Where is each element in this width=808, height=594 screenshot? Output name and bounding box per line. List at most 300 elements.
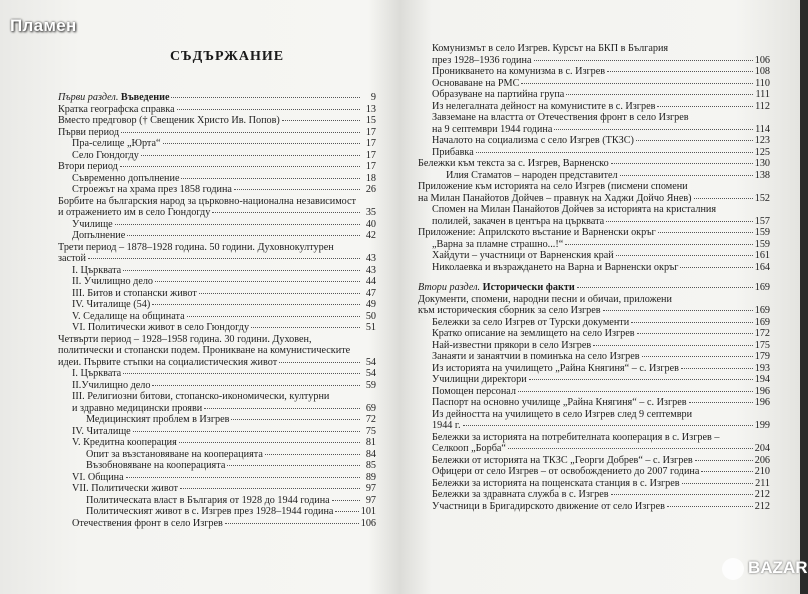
toc-entry-title: Участници в Бригадирското движение от село Изгрев — [432, 500, 665, 512]
toc-entry-title: Бележки от историята на ТКЗС „Георги Добрев“ – с. Изгрев — [432, 454, 693, 466]
toc-page-number: 35 — [365, 207, 376, 218]
dot-leader — [127, 235, 360, 236]
toc-entry[interactable] — [58, 403, 376, 415]
dot-leader — [163, 143, 360, 144]
dot-leader — [642, 356, 753, 357]
toc-page-number: 50 — [365, 310, 376, 322]
dot-leader — [199, 293, 360, 294]
toc-page-number: 72 — [365, 414, 376, 425]
toc-page-number: 193 — [754, 362, 770, 374]
toc-page-number: 110 — [755, 77, 770, 89]
toc-page-number: 85 — [365, 460, 376, 471]
toc-entry-title: Основаване на РМС — [432, 77, 520, 89]
dot-leader — [554, 129, 753, 130]
dot-leader — [234, 189, 360, 190]
toc-entry[interactable] — [418, 124, 770, 136]
toc-entry[interactable] — [418, 43, 770, 55]
toc-entry[interactable] — [418, 420, 770, 432]
toc-entry[interactable] — [58, 115, 376, 127]
toc-entry[interactable] — [418, 89, 770, 101]
part-prefix: Първи раздел. — [58, 92, 119, 103]
toc-entry-title: Училищни директори — [432, 374, 527, 385]
toc-page-number: 89 — [365, 471, 376, 483]
toc-entry-title: VI. Политически живот в село Гюндогду — [72, 322, 250, 333]
toc-entry[interactable] — [58, 207, 376, 219]
dot-leader — [251, 327, 360, 328]
toc-entry-title: Прибавка — [432, 146, 474, 158]
toc-entry[interactable] — [418, 351, 770, 363]
toc-entry[interactable] — [418, 170, 770, 182]
dot-leader — [123, 270, 360, 271]
toc-entry-title: Бележки за здравната служба в с. Изгрев — [432, 489, 609, 500]
toc-entry[interactable] — [418, 409, 770, 421]
toc-entry-title: IV. Читалище — [72, 425, 131, 437]
toc-entry-title: Медицинският проблем в Изгрев — [86, 414, 230, 425]
toc-entry-title: I. Църквата — [72, 368, 122, 379]
dot-leader — [631, 322, 753, 323]
toc-page-number: 130 — [754, 158, 770, 169]
toc-entry-title: IV. Читалище (54) — [72, 299, 151, 310]
toc-entry[interactable] — [418, 101, 770, 113]
toc-page-number: 114 — [755, 123, 770, 135]
toc-page-number: 123 — [754, 135, 770, 146]
dot-leader — [463, 425, 753, 426]
toc-entry-title: Селкооп „Борба“ — [432, 443, 506, 454]
toc-entry[interactable] — [418, 305, 770, 317]
toc-entry[interactable] — [58, 391, 376, 403]
toc-entry-title: „Варна за пламне страшно...!“ — [432, 238, 564, 250]
toc-entry-title — [58, 92, 169, 104]
toc-page-number: 97 — [365, 494, 376, 506]
toc-entry-title: Село Гюндогду — [72, 149, 139, 161]
dot-leader — [332, 500, 360, 501]
toc-page-number: 152 — [754, 192, 770, 204]
toc-page-number: 106 — [360, 517, 376, 529]
toc-entry-title: Из историята на училището „Райна Княгиня“ – с. Изгрев — [432, 362, 679, 374]
part-heading: Въведение — [120, 92, 170, 103]
toc-entry-title: Занаяти и занаятчии в поминъка на село Изгрев — [432, 351, 640, 362]
toc-entry-title: Съвременно допълнение — [72, 172, 180, 184]
part-heading: Исторически факти — [482, 282, 575, 293]
toc-page-number: 43 — [365, 253, 376, 264]
toc-entry[interactable] — [58, 242, 376, 254]
toc-entry-title: VII. Политически живот — [72, 483, 179, 494]
toc-entry-title: Първи период — [58, 126, 120, 138]
dot-leader — [611, 163, 753, 164]
toc-entry[interactable] — [418, 501, 770, 513]
toc-entry-title: Вместо предговор († Свещеник Христо Ив. Попов) — [58, 115, 280, 126]
toc-page-number: 157 — [754, 215, 770, 227]
dot-leader — [616, 255, 753, 256]
dot-leader — [476, 152, 753, 153]
toc-entry[interactable] — [58, 104, 376, 116]
watermark-logo: Пламен — [10, 16, 77, 35]
toc-entry[interactable] — [58, 380, 376, 392]
dot-leader — [133, 431, 360, 432]
toc-entry-title: Кратко описание на землището на село Изгрев — [432, 328, 635, 339]
toc-entry-title: Приложение: Априлското въстание и Варненски окръг — [418, 227, 656, 238]
toc-entry-title: политически и стопански подем. Проникване на комунистическите — [58, 345, 351, 356]
dot-leader — [231, 419, 360, 420]
toc-entry-title: Строежът на храма през 1858 година — [72, 184, 232, 195]
dot-leader — [565, 244, 752, 245]
toc-entry-title: 1944 г. — [432, 420, 461, 431]
toc-page-number: 172 — [754, 328, 770, 339]
toc-entry-title: Опит за възстановяване на кооперацията — [86, 448, 263, 460]
toc-entry[interactable] — [418, 374, 770, 386]
toc-page-number: 179 — [754, 351, 770, 362]
toc-entry-title: Втори период — [58, 161, 118, 172]
toc-entry[interactable] — [58, 437, 376, 449]
toc-entry[interactable] — [58, 506, 376, 518]
dot-leader — [180, 488, 360, 489]
toc-entry[interactable] — [58, 518, 376, 530]
dot-leader — [282, 120, 360, 121]
toc-entry-title: Трети период – 1878–1928 година. 50 години. Духовнокултурен — [58, 241, 334, 253]
dot-leader — [667, 506, 753, 507]
toc-entry-title: Документи, спомени, народни песни и обичаи, приложени — [418, 293, 672, 305]
toc-page-number: 212 — [754, 489, 770, 500]
toc-page-number: 44 — [365, 276, 376, 287]
toc-page-number: 17 — [365, 138, 376, 149]
toc-entry[interactable] — [418, 250, 770, 262]
toc-entry[interactable] — [58, 196, 376, 208]
toc-entry-title: II. Училищно дело — [72, 276, 154, 287]
dot-leader — [521, 83, 753, 84]
dot-leader — [658, 232, 753, 233]
toc-entry-title: застой — [58, 253, 86, 264]
page-title: СЪДЪРЖАНИЕ — [170, 49, 285, 64]
toc-entry[interactable] — [58, 288, 376, 300]
toc-entry[interactable] — [58, 460, 376, 472]
dot-leader — [120, 166, 360, 167]
dot-leader — [606, 221, 753, 222]
toc-entry-title: Илия Стаматов – народен представител — [446, 169, 618, 181]
dot-leader — [123, 373, 360, 374]
toc-page-number: 108 — [754, 66, 770, 77]
toc-page-number: 69 — [365, 402, 376, 414]
toc-page-number: 17 — [365, 161, 376, 172]
dot-leader — [701, 471, 752, 472]
dot-leader — [141, 155, 360, 156]
toc-page-number: 211 — [755, 477, 770, 489]
toc-entry-title: Възобновяване на кооперацията — [86, 460, 226, 471]
toc-entry[interactable] — [418, 204, 770, 216]
toc-entry-title: и здравно медицински прояви — [72, 402, 203, 414]
toc-page-number: 54 — [365, 368, 376, 379]
dot-leader — [187, 316, 360, 317]
toc-entry[interactable] — [418, 158, 770, 170]
toc-entry[interactable] — [58, 449, 376, 461]
toc-entry-title: Хайдути – участници от Варненския край — [432, 250, 614, 261]
toc-page-number: 159 — [754, 227, 770, 238]
toc-left-page — [58, 92, 376, 529]
toc-entry-title: полилей, закачен в центъра на църквата — [432, 215, 605, 227]
dot-leader — [227, 465, 360, 466]
dot-leader — [152, 385, 360, 386]
toc-page-number: 13 — [365, 103, 376, 115]
dot-leader — [179, 442, 360, 443]
toc-entry-title: Комунизмът в село Изгрев. Курсът на БКП в България — [432, 43, 669, 54]
toc-entry[interactable] — [58, 276, 376, 288]
toc-page-number: 194 — [754, 374, 770, 385]
toc-page-number: 161 — [754, 250, 770, 261]
toc-entry-title: Из нелегалната дейност на комунистите в с. Изгрев — [432, 100, 656, 112]
toc-page-number: 47 — [365, 287, 376, 299]
toc-entry-title: Приложение към историята на село Изгрев (писмени спомени — [418, 181, 688, 192]
toc-entry[interactable] — [418, 55, 770, 67]
toc-entry[interactable] — [58, 311, 376, 323]
toc-entry[interactable] — [418, 340, 770, 352]
toc-entry-title: Отечествения фронт в село Изгрев — [72, 517, 223, 529]
toc-entry-title: Спомен на Милан Панайотов Дойчев за историята на кристалния — [432, 204, 717, 215]
toc-entry[interactable] — [58, 357, 376, 369]
toc-entry[interactable] — [58, 322, 376, 334]
toc-entry-title: Най-известни прякори в село Изгрев — [432, 339, 592, 351]
toc-entry-title: Четвърти период – 1928–1958 година. 30 години. Духовен, — [58, 333, 312, 345]
toc-page-number: 26 — [365, 184, 376, 195]
toc-entry[interactable] — [58, 299, 376, 311]
toc-entry-title: Началото на социализма с село Изгрев (ТКЗС) — [432, 135, 634, 146]
toc-entry[interactable] — [418, 147, 770, 159]
bazar-logo-icon — [722, 558, 744, 580]
toc-page-number: 17 — [365, 126, 376, 138]
toc-entry-title: през 1928–1936 година — [432, 54, 532, 66]
toc-entry-title: Бележки за историята на пощенската станция в с. Изгрев — [432, 477, 680, 489]
toc-entry[interactable] — [418, 432, 770, 444]
toc-page-number: 125 — [754, 146, 770, 158]
dot-leader — [695, 460, 753, 461]
toc-entry-title: идеи. Първите стъпки на социалистическия живот — [58, 356, 278, 368]
toc-page-number: 81 — [365, 437, 376, 448]
toc-entry[interactable] — [418, 455, 770, 467]
toc-entry[interactable] — [418, 112, 770, 124]
toc-entry-title: III. Религиозни битови, стопанско-икономически, културни — [72, 391, 330, 402]
dot-leader — [637, 333, 753, 334]
toc-gap — [418, 273, 770, 282]
toc-entry-title: Кратка географска справка — [58, 103, 175, 115]
part-prefix: Втори раздел. — [418, 282, 481, 293]
toc-entry[interactable] — [58, 426, 376, 438]
toc-entry-title: Пра-селище „Юрта“ — [72, 138, 161, 149]
toc-page-number: 40 — [365, 218, 376, 230]
dot-leader — [636, 140, 753, 141]
toc-page-number: 17 — [365, 149, 376, 161]
toc-right-page — [418, 43, 770, 512]
toc-entry[interactable] — [418, 239, 770, 251]
dot-leader — [88, 258, 360, 259]
dot-leader — [657, 106, 753, 107]
dot-leader — [152, 304, 360, 305]
toc-entry[interactable] — [58, 230, 376, 242]
dot-leader — [681, 368, 753, 369]
toc-page-number: 43 — [365, 264, 376, 276]
toc-page-number: 159 — [754, 238, 770, 250]
dot-leader — [620, 175, 753, 176]
dot-leader — [335, 511, 358, 512]
toc-entry[interactable] — [58, 253, 376, 265]
toc-entry-title: VI. Община — [72, 471, 124, 483]
toc-entry-title: V. Кредитна кооперация — [72, 437, 177, 448]
toc-entry-title: Бележки за село Изгрев от Турски документи — [432, 316, 630, 328]
toc-page-number: 164 — [754, 261, 770, 273]
toc-entry[interactable] — [58, 472, 376, 484]
toc-entry-title: Политическата власт в България от 1928 до 1944 година — [86, 494, 330, 506]
toc-entry[interactable] — [58, 173, 376, 185]
toc-page-number: 196 — [754, 397, 770, 408]
dot-leader — [689, 402, 753, 403]
dot-leader — [115, 224, 360, 225]
toc-entry[interactable] — [418, 363, 770, 375]
toc-page-number: 112 — [755, 100, 770, 112]
toc-entry[interactable] — [418, 317, 770, 329]
dot-leader — [607, 71, 753, 72]
dot-leader — [682, 483, 754, 484]
toc-entry-title: Николаевка и възраждането на Варна и Варненски окръг — [432, 261, 679, 273]
toc-page-number: 212 — [754, 500, 770, 512]
toc-entry-title: към историческия сборник за село Изгрев — [418, 305, 601, 316]
dot-leader — [126, 477, 360, 478]
toc-entry[interactable] — [418, 262, 770, 274]
dot-leader — [177, 109, 360, 110]
toc-page-number: 18 — [365, 172, 376, 184]
toc-page-number: 210 — [754, 466, 770, 477]
toc-page-number: 169 — [754, 316, 770, 328]
toc-entry[interactable] — [418, 466, 770, 478]
toc-page-number: 97 — [365, 483, 376, 494]
toc-page-number: 51 — [365, 322, 376, 333]
toc-entry[interactable] — [58, 495, 376, 507]
toc-entry[interactable] — [58, 219, 376, 231]
toc-entry[interactable] — [418, 397, 770, 409]
toc-entry-title: Бележки към текста за с. Изгрев, Варненско — [418, 158, 609, 169]
toc-page-number: 75 — [365, 425, 376, 437]
dot-leader — [121, 132, 360, 133]
toc-entry[interactable] — [58, 150, 376, 162]
dot-leader — [603, 310, 753, 311]
toc-entry[interactable] — [58, 161, 376, 173]
toc-entry[interactable] — [418, 328, 770, 340]
toc-entry[interactable] — [58, 368, 376, 380]
toc-page-number: 84 — [365, 448, 376, 460]
toc-entry[interactable] — [418, 443, 770, 455]
toc-entry-title — [418, 282, 575, 294]
toc-entry-title: на 9 септември 1944 година — [432, 123, 553, 135]
toc-entry-title: Офицери от село Изгрев – от освобождението до 2007 година — [432, 466, 700, 477]
toc-page-number: 206 — [754, 454, 770, 466]
toc-entry[interactable] — [58, 138, 376, 150]
toc-page-number: 138 — [754, 169, 770, 181]
toc-page-number: 169 — [754, 282, 770, 293]
toc-entry[interactable] — [418, 66, 770, 78]
toc-entry[interactable] — [418, 489, 770, 501]
toc-page-number: 42 — [365, 230, 376, 241]
dot-leader — [534, 60, 753, 61]
toc-entry[interactable] — [58, 414, 376, 426]
toc-page-number: 101 — [360, 506, 376, 517]
dot-leader — [204, 408, 360, 409]
dot-leader — [155, 281, 360, 282]
toc-entry[interactable] — [418, 294, 770, 306]
toc-page-number: 54 — [365, 356, 376, 368]
bazar-badge-text: BAZAR — [748, 558, 808, 577]
dot-leader — [529, 379, 753, 380]
toc-entry-title: Училище — [72, 218, 113, 230]
toc-entry-title: III. Битов и стопански живот — [72, 287, 197, 299]
toc-entry[interactable] — [58, 265, 376, 277]
toc-page-number: 199 — [754, 420, 770, 431]
toc-entry[interactable] — [58, 334, 376, 346]
toc-page-number: 49 — [365, 299, 376, 310]
toc-page-number: 169 — [754, 305, 770, 316]
toc-entry[interactable] — [418, 181, 770, 193]
dot-leader — [508, 448, 753, 449]
toc-entry-title: II.Училищно дело — [72, 379, 151, 391]
toc-entry[interactable] — [418, 478, 770, 490]
toc-entry[interactable] — [418, 386, 770, 398]
toc-entry-title: I. Църквата — [72, 264, 122, 276]
toc-page-number: 106 — [754, 54, 770, 66]
toc-page-number: 196 — [754, 385, 770, 397]
dot-leader — [566, 94, 753, 95]
toc-entry-title: Борбите на българския народ за църковно-национална независимост — [58, 195, 357, 207]
toc-page-number: 15 — [365, 115, 376, 126]
dot-leader — [593, 345, 752, 346]
bazar-badge — [722, 556, 808, 590]
toc-entry-title: Образуване на партийна група — [432, 89, 565, 100]
toc-page-number: 111 — [755, 89, 770, 100]
toc-entry[interactable] — [418, 135, 770, 147]
toc-entry-title: Из дейността на училището в село Изгрев след 9 септември — [432, 408, 693, 420]
dot-leader — [694, 198, 753, 199]
toc-entry[interactable] — [58, 127, 376, 139]
dot-leader — [518, 391, 753, 392]
toc-entry[interactable] — [58, 92, 376, 104]
toc-entry-title: Бележки за историята на потребителната кооперация в с. Изгрев – — [432, 431, 720, 443]
toc-entry-title: Завземане на властта от Отечествения фронт в село Изгрев — [432, 112, 689, 123]
toc-entry-title: и отражението им в село Гюндогду — [58, 207, 211, 218]
toc-entry[interactable] — [418, 216, 770, 228]
dot-leader — [577, 287, 753, 288]
toc-entry-title: Проникването на комунизма в с. Изгрев — [432, 66, 606, 77]
toc-entry[interactable] — [418, 227, 770, 239]
toc-page-number: 9 — [370, 92, 376, 103]
dot-leader — [611, 494, 753, 495]
toc-entry-title: V. Седалище на общината — [72, 310, 185, 322]
toc-entry-title: Помощен персонал — [432, 385, 516, 397]
toc-page-number: 204 — [754, 443, 770, 454]
dot-leader — [279, 362, 360, 363]
dot-leader — [680, 267, 752, 268]
dot-leader — [212, 212, 360, 213]
dot-leader — [265, 454, 360, 455]
toc-page-number: 59 — [365, 379, 376, 391]
toc-entry[interactable] — [58, 184, 376, 196]
toc-entry-title: Допълнение — [72, 230, 126, 241]
toc-entry-title: Паспорт на основно училище „Райна Княгиня“ – с. Изгрев — [432, 397, 687, 408]
dot-leader — [171, 97, 360, 98]
toc-page-number: 175 — [754, 339, 770, 351]
toc-entry-title: Политическият живот в с. Изгрев през 1928–1944 година — [86, 506, 334, 517]
dot-leader — [181, 178, 360, 179]
toc-entry[interactable] — [418, 282, 770, 294]
toc-entry[interactable] — [58, 345, 376, 357]
toc-entry-title: на Милан Панайотов Дойчев – правнук на Хаджи Дойчо Янев) — [418, 192, 692, 204]
dot-leader — [225, 523, 359, 524]
toc-entry[interactable] — [418, 193, 770, 205]
toc-entry[interactable] — [58, 483, 376, 495]
toc-entry[interactable] — [418, 78, 770, 90]
